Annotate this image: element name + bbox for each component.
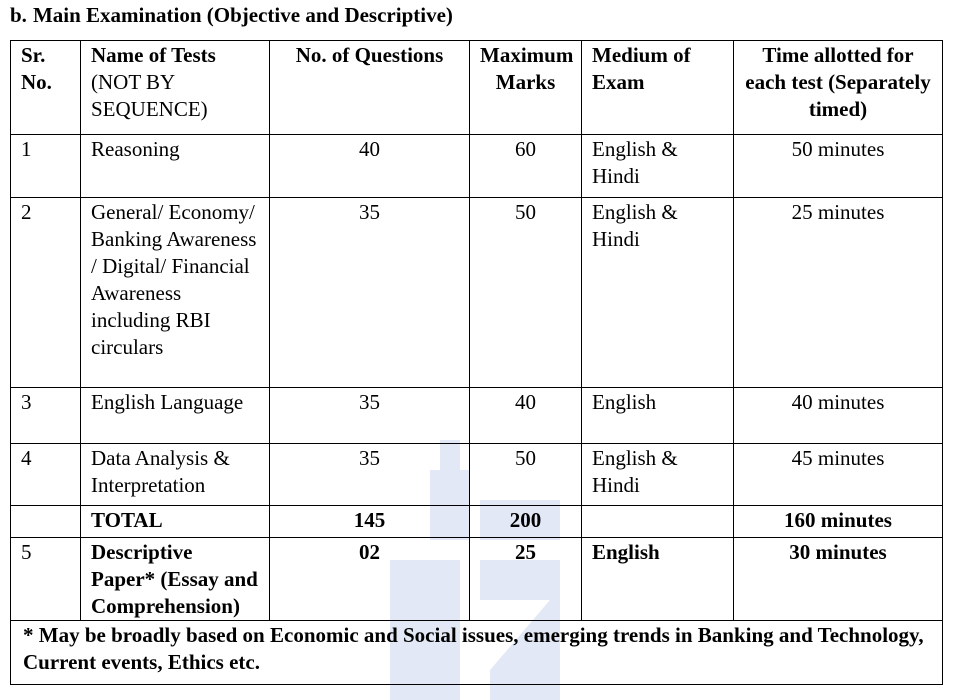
row-questions: 35 <box>270 444 470 506</box>
row-questions: 35 <box>270 388 470 444</box>
row-name: Descriptive Paper* (Essay and Comprehension) <box>81 538 270 621</box>
row-name: Reasoning <box>81 135 270 198</box>
header-questions: No. of Questions <box>270 41 470 135</box>
row-time: 50 minutes <box>734 135 943 198</box>
header-marks: Maximum Marks <box>470 41 582 135</box>
table-row <box>11 198 943 388</box>
total-medium <box>582 506 734 538</box>
row-questions: 35 <box>270 198 470 388</box>
header-time: Time allotted for each test (Separately timed) <box>734 41 943 135</box>
row-sr: 2 <box>11 198 81 388</box>
row-medium: English & Hindi <box>582 135 734 198</box>
header-sr: Sr. No. <box>11 41 81 135</box>
row-time: 25 minutes <box>734 198 943 388</box>
row-sr: 4 <box>11 444 81 506</box>
row-time: 30 minutes <box>734 538 943 621</box>
row-marks: 60 <box>470 135 582 198</box>
row-sr: 1 <box>11 135 81 198</box>
row-sr: 3 <box>11 388 81 444</box>
row-sr: 5 <box>11 538 81 621</box>
header-row <box>11 41 943 135</box>
total-row <box>11 506 943 538</box>
row-marks: 50 <box>470 198 582 388</box>
row-name: English Language <box>81 388 270 444</box>
table-row <box>11 135 943 198</box>
footnote-row <box>11 621 943 685</box>
descriptive-row <box>11 538 943 621</box>
exam-table <box>10 40 943 685</box>
footnote: * May be broadly based on Economic and Social issues, emerging trends in Banking and Technology, Current events, Ethics etc. <box>11 621 943 685</box>
section-label: b. <box>10 3 27 27</box>
row-questions: 02 <box>270 538 470 621</box>
header-name: Name of Tests (NOT BY SEQUENCE) <box>81 41 270 135</box>
row-questions: 40 <box>270 135 470 198</box>
row-medium: English <box>582 538 734 621</box>
table-row <box>11 388 943 444</box>
total-sr <box>11 506 81 538</box>
row-name: Data Analysis & Interpretation <box>81 444 270 506</box>
section-title: Main Examination (Objective and Descriptive) <box>32 3 453 27</box>
row-time: 40 minutes <box>734 388 943 444</box>
table-row <box>11 444 943 506</box>
row-marks: 40 <box>470 388 582 444</box>
row-medium: English <box>582 388 734 444</box>
total-time: 160 minutes <box>734 506 943 538</box>
row-medium: English & Hindi <box>582 198 734 388</box>
total-label: TOTAL <box>81 506 270 538</box>
total-questions: 145 <box>270 506 470 538</box>
row-marks: 50 <box>470 444 582 506</box>
header-medium: Medium of Exam <box>582 41 734 135</box>
section-heading <box>10 2 453 29</box>
total-marks: 200 <box>470 506 582 538</box>
row-time: 45 minutes <box>734 444 943 506</box>
row-marks: 25 <box>470 538 582 621</box>
row-medium: English & Hindi <box>582 444 734 506</box>
row-name: General/ Economy/ Banking Awareness / Digital/ Financial Awareness including RBI circulars <box>81 198 270 388</box>
